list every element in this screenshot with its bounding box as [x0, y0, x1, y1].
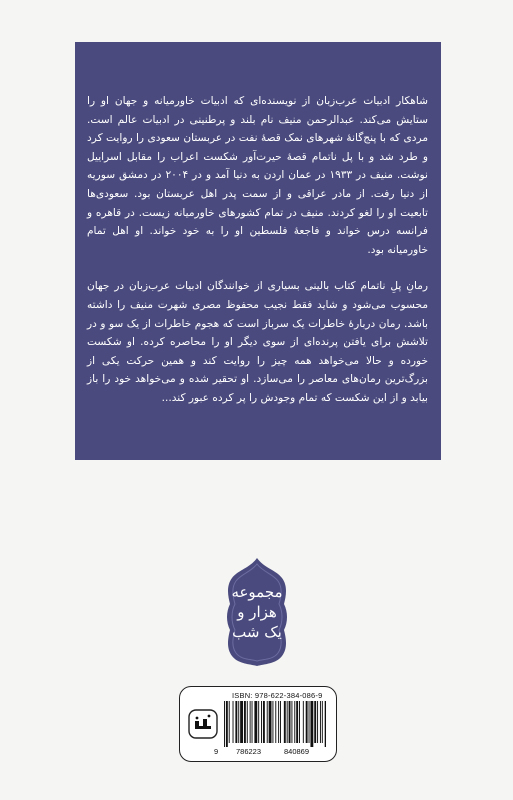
series-line-2: هزار و [237, 603, 277, 621]
series-line-1: مجموعه [231, 583, 283, 601]
publisher-logo-icon [188, 709, 218, 739]
series-emblem [224, 556, 290, 668]
synopsis-panel [75, 42, 441, 460]
synopsis-paragraph-1: شاهکار ادبیات عرب‌زبان از نویسنده‌ای که ادبیات خاورمیانه و جهان او را ستایش می‌کند. عبدالرحمن منیف نام بلند و پرطنینی در ادبیات عالم است. مردی که با پنج‌گانهٔ شهرهای نمک قصهٔ نفت در عربستان سعودی را روایت کرد و طرد شد و با پل ناتمام قصهٔ حیرت‌آور شکست اعراب را مقابل اسراییل نوشت. منیف در ۱۹۳۳ در عمان اردن به دنیا آمد و در ۲۰۰۴ در دمشق سوریه از دنیا رفت. از مادر عراقی و از سمت پدر اهل عربستان بود. سعودی‌ها تابعیت او را لغو کردند. منیف در تمام کشورهای خاورمیانه زیست. در قاهره و فرانسه درس خواند و فاجعهٔ فلسطین او را به خود خواند. او اهل تمام خاورمیانه بود. [87, 95, 428, 256]
barcode-digit-lead: 9 [214, 747, 219, 756]
isbn-label: ISBN: 978-622-384-086-9 [232, 691, 323, 700]
isbn-barcode-box [179, 686, 337, 762]
synopsis-paragraph-2: رمانِ پلِ ناتمام کتاب بالینی بسیاری از خوانندگان ادبیات عرب‌زبان در جهان محسوب می‌شود و شاید فقط نجیب محفوظ مصری شهرت منیف را داشته باشد. رمان دربارهٔ خاطرات یک سرباز است که هجوم خاطرات از یک سو و در تلاشش برای یافتن پرنده‌ای از سوی دیگر او را محاصره کرده. او شکست خورده و حالا می‌خواهد همه چیز را روایت کند و همین حرکت یکی از بزرگ‌ترین رمان‌های معاصر را می‌سازد. او تحقیر شده و می‌خواهد خود را باز بیابد و از این شکست که تمام وجودش را پر کرده عبور کند... [87, 280, 428, 404]
barcode-digits-right: 840869 [284, 747, 310, 756]
series-line-3: یک شب [232, 623, 282, 641]
barcode-digits-left: 786223 [236, 747, 262, 756]
series-name [224, 556, 290, 668]
barcode-icon [224, 701, 326, 747]
